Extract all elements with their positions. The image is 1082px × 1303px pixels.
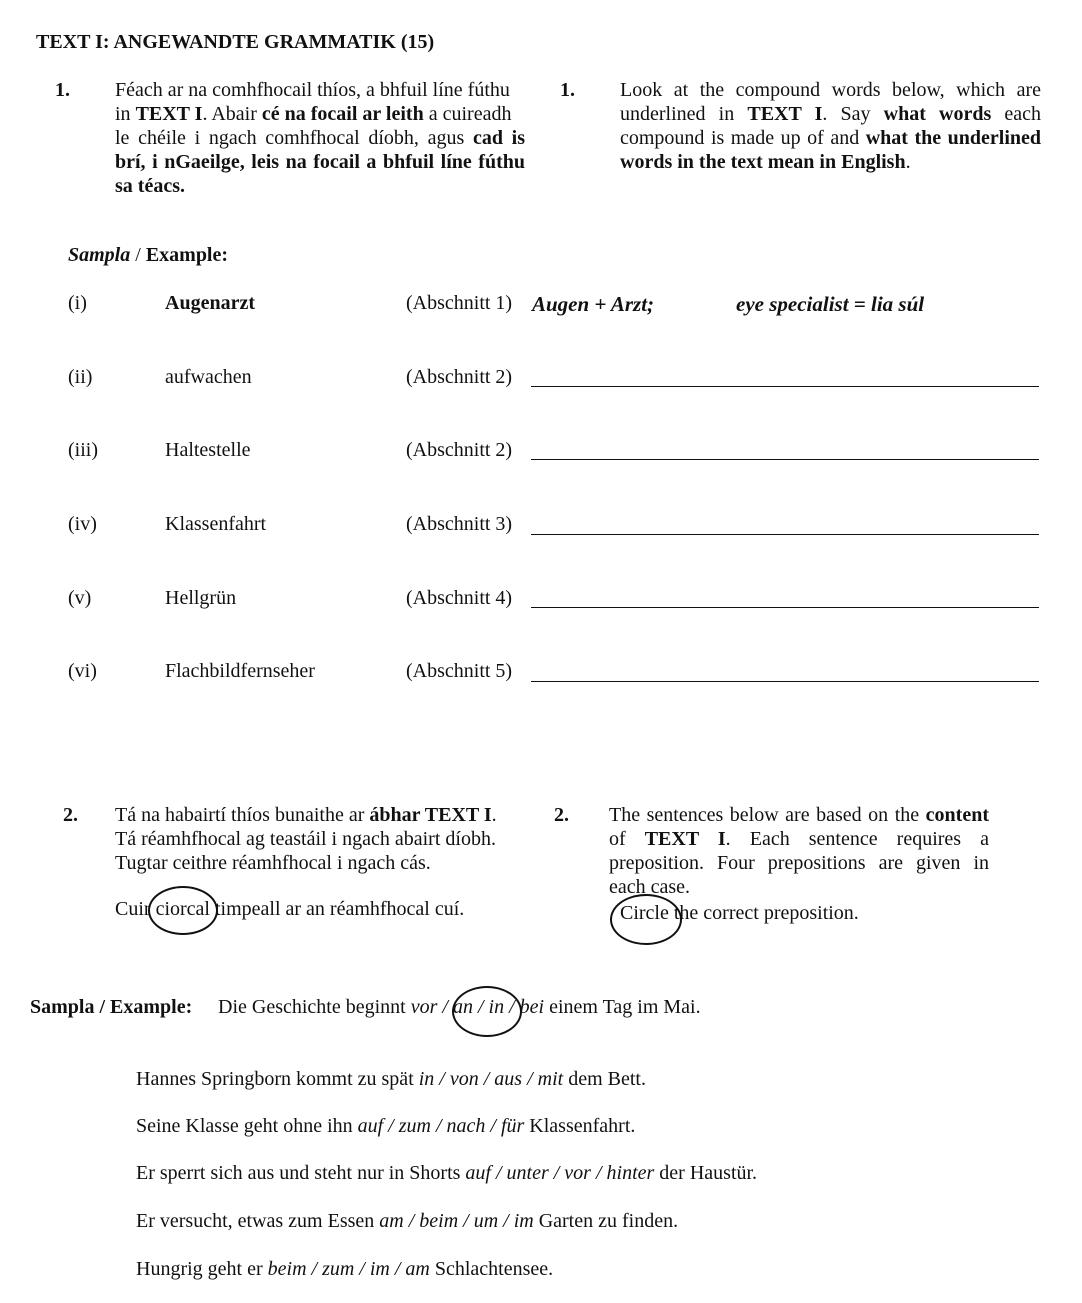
q1-english-line3: compound is made up of and what the underlined xyxy=(620,127,1041,149)
hand-drawn-circle-icon xyxy=(452,986,522,1037)
sentence-item: Seine Klasse geht ohne ihn auf / zum / nach / für Klassenfahrt. xyxy=(136,1115,636,1137)
compound-section: (Abschnitt 1) xyxy=(406,292,513,314)
example-meaning: eye specialist = lia súl xyxy=(736,292,925,316)
q2-number-english: 2. xyxy=(554,804,569,826)
q1-irish-instructions xyxy=(115,78,525,198)
q1-english-instructions xyxy=(620,78,1041,174)
compound-word: aufwachen xyxy=(165,366,252,388)
hand-drawn-circle-icon xyxy=(148,886,218,935)
answer-line[interactable] xyxy=(531,534,1039,535)
q1-english-line4: words in the text mean in English. xyxy=(620,151,911,173)
example-label: Sampla / Example: xyxy=(68,244,229,266)
compound-num: (iv) xyxy=(68,513,97,535)
preposition-options[interactable]: auf / unter / vor / hinter xyxy=(465,1162,655,1184)
compound-section: (Abschnitt 2) xyxy=(406,366,513,388)
q1-irish-line3: le chéile i ngach comhfhocal díobh, agus cad is xyxy=(115,127,526,149)
q1-english-line1: Look at the compound words below, which are xyxy=(620,79,1041,101)
q2-english-line4: each case. xyxy=(609,876,691,898)
compound-num: (ii) xyxy=(68,366,93,388)
compound-word: Haltestelle xyxy=(165,439,251,461)
answer-line[interactable] xyxy=(531,607,1039,608)
compound-word: Flachbildfernseher xyxy=(165,660,315,682)
q2-english-circle-instruction: Circle the correct preposition. xyxy=(620,902,859,924)
preposition-options[interactable]: beim / zum / im / am xyxy=(267,1258,430,1280)
answer-line[interactable] xyxy=(531,459,1039,460)
example2-sentence: Die Geschichte beginnt vor / an / in / bei einem Tag im Mai. xyxy=(218,996,701,1018)
compound-word: Hellgrün xyxy=(165,587,237,609)
q2-irish-instructions xyxy=(115,803,517,875)
compound-section: (Abschnitt 4) xyxy=(406,587,513,609)
sentence-item: Hannes Springborn kommt zu spät in / von / aus / mit dem Bett. xyxy=(136,1068,646,1090)
example2-label: Sampla / Example: xyxy=(30,996,193,1018)
compound-num: (iii) xyxy=(68,439,98,461)
q1-number-english: 1. xyxy=(560,79,575,101)
q1-irish-line1: Féach ar na comhfhocail thíos, a bhfuil líne fúthu xyxy=(115,79,510,101)
compound-word: Klassenfahrt xyxy=(165,513,267,535)
answer-line[interactable] xyxy=(531,386,1039,387)
page-title: TEXT I: ANGEWANDTE GRAMMATIK (15) xyxy=(36,31,435,53)
compound-section: (Abschnitt 3) xyxy=(406,513,513,535)
q2-number-irish: 2. xyxy=(63,804,78,826)
compound-num: (vi) xyxy=(68,660,97,682)
q2-english-line1: The sentences below are based on the content xyxy=(609,804,989,826)
example-parts: Augen + Arzt; xyxy=(532,292,655,316)
preposition-options[interactable]: auf / zum / nach / für xyxy=(357,1115,525,1137)
q1-irish-line2: in TEXT I. Abair cé na focail ar leith a cuireadh xyxy=(115,103,512,125)
compound-num: (i) xyxy=(68,292,87,314)
sentence-item: Er sperrt sich aus und steht nur in Shorts auf / unter / vor / hinter der Haustür. xyxy=(136,1162,758,1184)
q2-irish-line3: Tugtar ceithre réamhfhocal i ngach cás. xyxy=(115,852,431,874)
q2-english-line2: of TEXT I. Each sentence requires a xyxy=(609,828,989,850)
sentence-item: Er versucht, etwas zum Essen am / beim / um / im Garten zu finden. xyxy=(136,1210,679,1232)
preposition-options[interactable]: am / beim / um / im xyxy=(379,1210,534,1232)
q2-irish-line2: Tá réamhfhocal ag teastáil i ngach abairt díobh. xyxy=(115,828,496,850)
q1-irish-line4: brí, i nGaeilge, leis na focail a bhfuil líne fúthu xyxy=(115,151,525,173)
q1-number-irish: 1. xyxy=(55,79,70,101)
compound-section: (Abschnitt 5) xyxy=(406,660,513,682)
q1-english-line2: underlined in TEXT I. Say what words each xyxy=(620,103,1042,125)
hand-drawn-circle-icon xyxy=(610,894,682,945)
compound-section: (Abschnitt 2) xyxy=(406,439,513,461)
compound-num: (v) xyxy=(68,587,92,609)
q2-english-line3: preposition. Four prepositions are given in xyxy=(609,852,989,874)
q1-irish-line5: sa téacs. xyxy=(115,175,185,197)
compound-word: Augenarzt xyxy=(165,292,255,314)
q2-irish-line1: Tá na habairtí thíos bunaithe ar ábhar TEXT I. xyxy=(115,804,497,826)
answer-line[interactable] xyxy=(531,681,1039,682)
q2-irish-circle-instruction: Cuir ciorcal timpeall ar an réamhfhocal cuí. xyxy=(115,898,465,920)
q2-english-instructions xyxy=(609,803,989,899)
preposition-options[interactable]: in / von / aus / mit xyxy=(418,1068,564,1090)
sentence-item: Hungrig geht er beim / zum / im / am Schlachtensee. xyxy=(136,1258,554,1280)
